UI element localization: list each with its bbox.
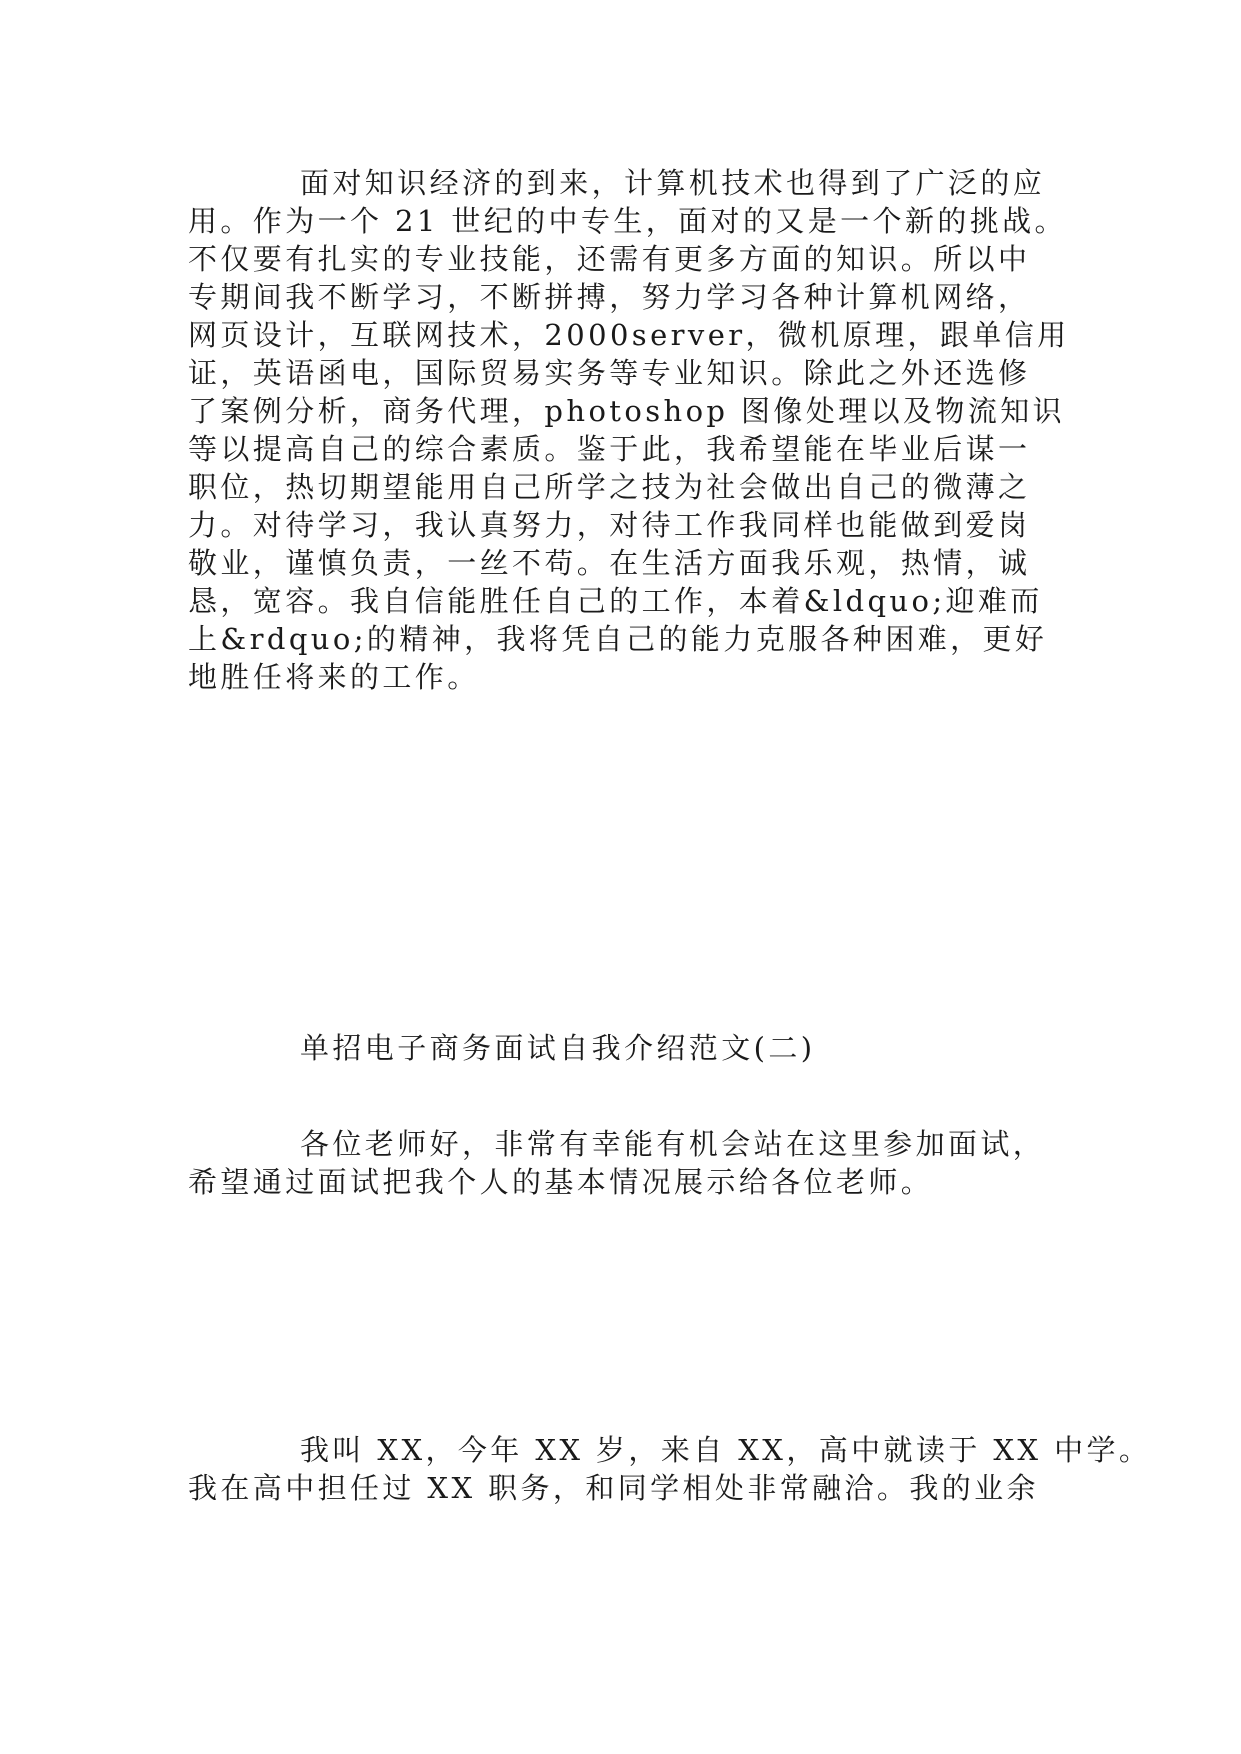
text-line: 专期间我不断学习，不断拼搏，努力学习各种计算机网络，	[188, 280, 1031, 314]
section-title: 单招电子商务面试自我介绍范文(二)	[300, 1031, 816, 1065]
text-line: 了案例分析，商务代理，photoshop 图像处理以及物流知识	[188, 394, 1066, 428]
text-line: 希望通过面试把我个人的基本情况展示给各位老师。	[188, 1165, 934, 1199]
text-line: 我叫 XX，今年 XX 岁，来自 XX，高中就读于 XX 中学。	[300, 1433, 1152, 1467]
text-line: 证，英语函电，国际贸易实务等专业知识。除此之外还选修	[188, 356, 1031, 390]
text-line: 地胜任将来的工作。	[188, 660, 480, 694]
text-line: 网页设计，互联网技术，2000server，微机原理，跟单信用	[188, 318, 1070, 352]
text-line: 各位老师好，非常有幸能有机会站在这里参加面试，	[300, 1127, 1046, 1161]
text-line: 力。对待学习，我认真努力，对待工作我同样也能做到爱岗	[188, 508, 1031, 542]
text-line: 面对知识经济的到来，计算机技术也得到了广泛的应	[300, 166, 1046, 200]
text-line: 上&rdquo;的精神，我将凭自己的能力克服各种困难，更好	[188, 622, 1048, 656]
text-line: 敬业，谨慎负责，一丝不苟。在生活方面我乐观，热情，诚	[188, 546, 1031, 580]
text-line: 恳，宽容。我自信能胜任自己的工作，本着&ldquo;迎难而	[188, 584, 1043, 618]
text-line: 等以提高自己的综合素质。鉴于此，我希望能在毕业后谋一	[188, 432, 1031, 466]
text-line: 职位，热切期望能用自己所学之技为社会做出自己的微薄之	[188, 470, 1031, 504]
text-line: 不仅要有扎实的专业技能，还需有更多方面的知识。所以中	[188, 242, 1031, 276]
text-line: 我在高中担任过 XX 职务，和同学相处非常融洽。我的业余	[188, 1471, 1039, 1505]
text-line: 用。作为一个 21 世纪的中专生，面对的又是一个新的挑战。	[188, 204, 1067, 238]
